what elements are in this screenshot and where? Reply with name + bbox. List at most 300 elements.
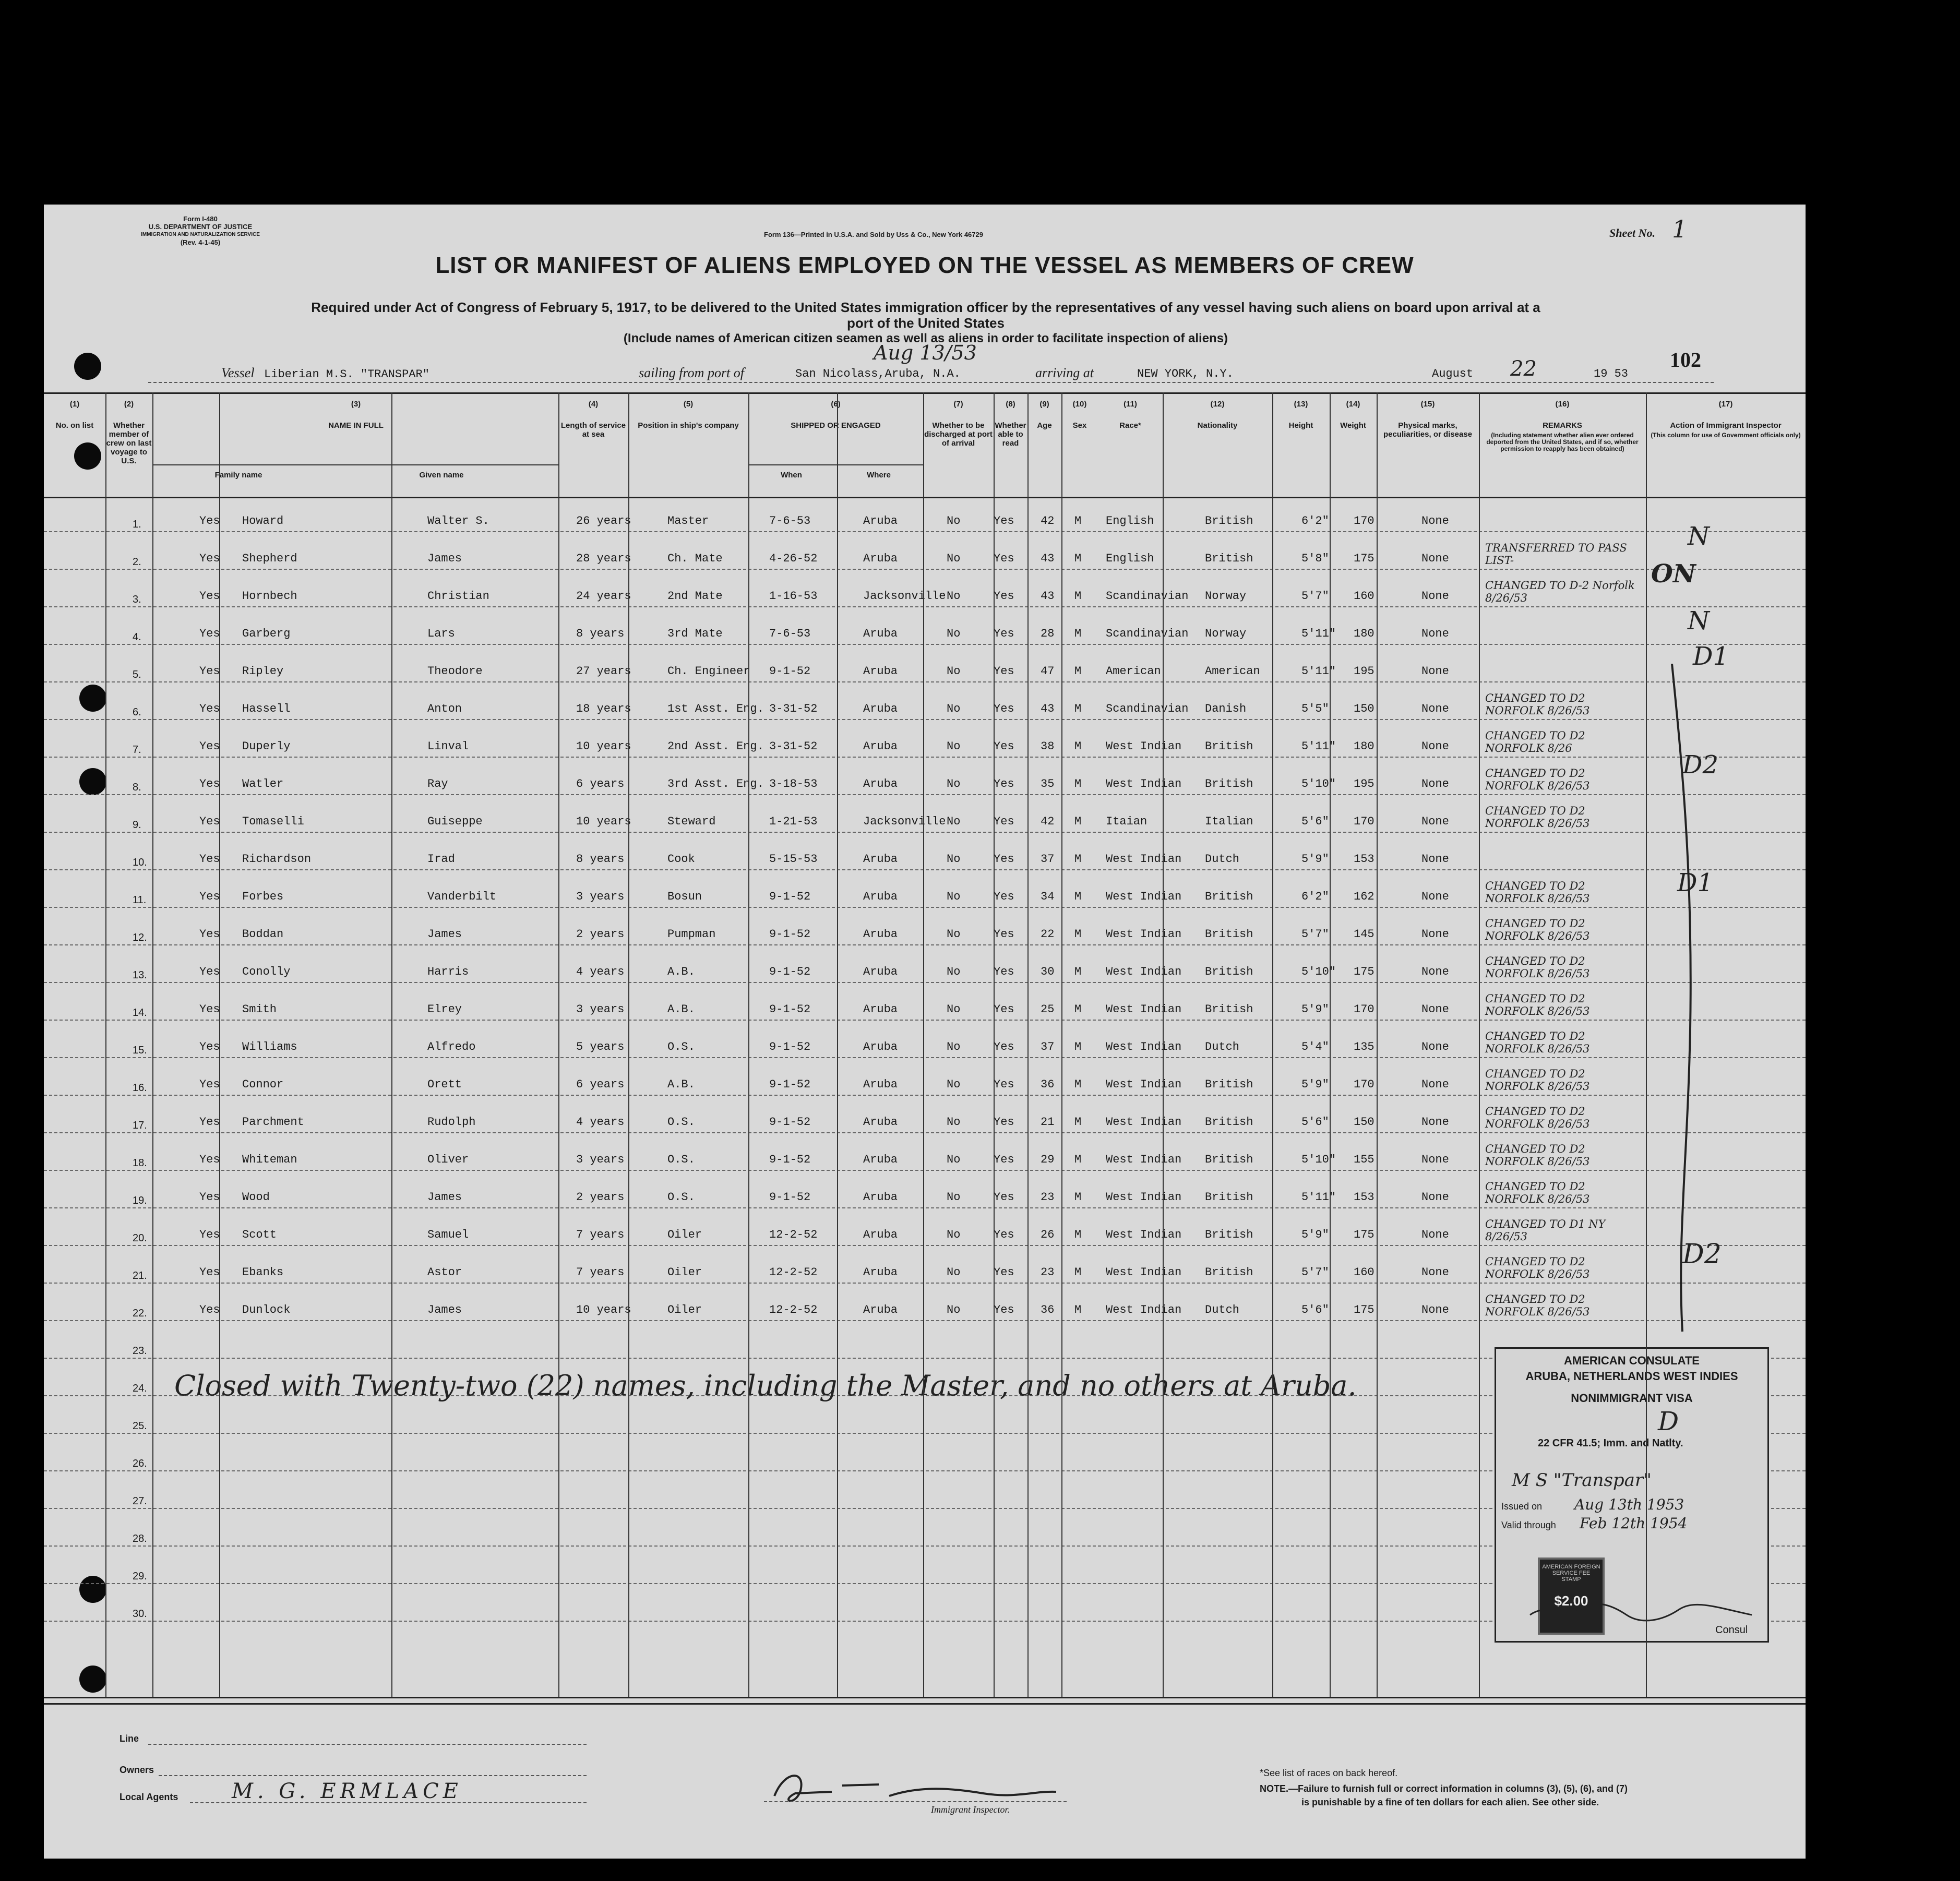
cell-length-of-service: 10 years	[576, 1303, 631, 1316]
cell-race: Itaian	[1106, 815, 1148, 828]
cell-shipped-when: 5-15-53	[769, 853, 818, 866]
column-subtitle: (This column for use of Government officials only)	[1651, 432, 1801, 439]
column-number: (10)	[1072, 400, 1087, 409]
cell-weight: 170	[1354, 815, 1375, 828]
table-column-divider	[1646, 392, 1647, 1697]
cell-age: 21	[1041, 1116, 1055, 1129]
cell-member: Yes	[199, 702, 220, 715]
cell-family-name: Connor	[242, 1078, 284, 1091]
column-number: (12)	[1210, 400, 1225, 409]
cell-shipped-when: 7-6-53	[769, 627, 811, 640]
manifest-subtitle	[117, 299, 1735, 346]
cell-length-of-service: 10 years	[576, 740, 631, 753]
manifest-title: LIST OR MANIFEST OF ALIENS EMPLOYED ON THE VESSEL AS MEMBERS OF CREW	[435, 253, 1414, 278]
cell-member: Yes	[199, 552, 220, 565]
cell-physical-marks: None	[1421, 590, 1449, 603]
cell-length-of-service: 7 years	[576, 1266, 625, 1279]
column-number: (8)	[1006, 400, 1015, 409]
action-bracket-mark	[1662, 664, 1714, 1342]
sheet-label: Sheet No.	[1609, 226, 1655, 239]
remark-entry: CHANGED TO D2 NORFOLK 8/26/53	[1485, 917, 1590, 942]
cell-shipped-when: 9-1-52	[769, 1078, 811, 1091]
cell-family-name: Ripley	[242, 665, 284, 678]
cell-member: Yes	[199, 1228, 220, 1241]
cell-sex: M	[1074, 1003, 1082, 1016]
cell-race: West Indian	[1106, 1078, 1182, 1091]
cell-discharged: No	[947, 552, 961, 565]
column-title: No. on list	[55, 421, 94, 430]
table-row	[44, 620, 1806, 657]
column-header-sex	[1061, 400, 1098, 430]
cell-shipped-when: 12-2-52	[769, 1303, 818, 1316]
column-title: Whether member of crew on last voyage to U.S.	[106, 421, 152, 465]
column-title: NAME IN FULL	[328, 421, 384, 430]
column-header-physical	[1377, 400, 1479, 439]
row-number: 13.	[133, 969, 147, 981]
cell-length-of-service: 10 years	[576, 815, 631, 828]
table-column-divider	[1027, 392, 1029, 1697]
column-header-action	[1646, 400, 1806, 439]
remark-entry: CHANGED TO D2 NORFOLK 8/26/53	[1485, 992, 1590, 1017]
fee-stamp-label: AMERICAN FOREIGN SERVICE FEE STAMP	[1542, 1564, 1600, 1583]
cell-length-of-service: 4 years	[576, 965, 625, 978]
row-number: 27.	[133, 1495, 147, 1507]
cell-shipped-when: 9-1-52	[769, 890, 811, 903]
column-header-position	[628, 400, 748, 430]
remark-entry: CHANGED TO D2 NORFOLK 8/26/53	[1485, 1293, 1590, 1318]
cell-weight: 175	[1354, 1303, 1375, 1316]
column-subheader-when: When	[781, 471, 802, 480]
cell-height: 5'7"	[1301, 1266, 1329, 1279]
cell-height: 5'11"	[1301, 1191, 1336, 1204]
column-header-read	[994, 400, 1027, 448]
cell-sex: M	[1074, 552, 1082, 565]
stamp-consulate-name: AMERICAN CONSULATE	[1564, 1354, 1700, 1367]
column-title: Length of service at sea	[560, 421, 626, 439]
cell-given-name: James	[427, 552, 462, 565]
column-number: (7)	[953, 400, 963, 409]
cell-length-of-service: 24 years	[576, 590, 631, 603]
cell-age: 36	[1041, 1078, 1055, 1091]
column-subheader-given: Given name	[419, 471, 464, 480]
cell-shipped-where: Jacksonville	[863, 590, 946, 603]
cell-height: 5'8"	[1301, 552, 1329, 565]
cell-nationality: British	[1205, 1266, 1253, 1279]
column-number: (14)	[1346, 400, 1360, 409]
column-number: (4)	[588, 400, 599, 409]
subtitle-line-3: (Include names of American citizen seamen as well as aliens in order to facilitate inspection of aliens)	[623, 331, 1228, 345]
cell-member: Yes	[199, 514, 220, 528]
action-mark-row-10: D1	[1677, 868, 1714, 897]
cell-member: Yes	[199, 740, 220, 753]
cell-nationality: British	[1205, 1153, 1253, 1166]
cell-physical-marks: None	[1421, 1228, 1449, 1241]
remark-entry: TRANSFERRED TO PASS LIST-	[1485, 542, 1627, 567]
table-column-divider	[391, 392, 392, 1697]
remark-entry: CHANGED TO D-2 Norfolk 8/26/53	[1485, 579, 1635, 604]
sheet-number: 1	[1672, 215, 1688, 243]
cell-position: Cook	[667, 853, 695, 866]
cell-position: 3rd Mate	[667, 627, 723, 640]
cell-race: West Indian	[1106, 1153, 1182, 1166]
cell-race: West Indian	[1106, 1191, 1182, 1204]
cell-age: 47	[1041, 665, 1055, 678]
table-column-divider	[923, 392, 924, 1697]
cell-age: 22	[1041, 928, 1055, 941]
inspector-signature	[764, 1765, 1067, 1812]
races-note: *See list of races on back hereof.	[1260, 1768, 1398, 1778]
cell-height: 6'2"	[1301, 514, 1329, 528]
cell-race: English	[1106, 514, 1154, 528]
cell-shipped-where: Aruba	[863, 777, 898, 790]
column-number: (5)	[683, 400, 694, 409]
remark-entry: CHANGED TO D2 NORFOLK 8/26/53	[1485, 955, 1590, 980]
cell-able-to-read: Yes	[994, 702, 1014, 715]
cell-given-name: Rudolph	[427, 1116, 476, 1129]
cell-shipped-where: Aruba	[863, 890, 898, 903]
cell-family-name: Garberg	[242, 627, 291, 640]
column-subtitle: (Including statement whether alien ever ordered deported from the United States, and if so, whether permission to reapply has been obtained)	[1486, 432, 1639, 452]
row-number: 3.	[133, 594, 141, 605]
column-header-race	[1098, 400, 1163, 430]
cell-sex: M	[1074, 1191, 1082, 1204]
cell-family-name: Boddan	[242, 928, 284, 941]
cell-member: Yes	[199, 1003, 220, 1016]
cell-age: 35	[1041, 777, 1055, 790]
cell-discharged: No	[947, 665, 961, 678]
column-title: Position in ship's company	[638, 421, 739, 430]
cell-member: Yes	[199, 1078, 220, 1091]
footer-line-label: Line	[119, 1733, 139, 1744]
cell-shipped-where: Aruba	[863, 514, 898, 528]
cell-nationality: Dutch	[1205, 1303, 1240, 1316]
cell-physical-marks: None	[1421, 552, 1449, 565]
cell-shipped-where: Jacksonville	[863, 815, 946, 828]
table-row	[44, 845, 1806, 883]
cell-sex: M	[1074, 890, 1082, 903]
remark-entry: CHANGED TO D2 NORFOLK 8/26/53	[1485, 1030, 1590, 1055]
row-number: 10.	[133, 857, 147, 868]
form-service: IMMIGRATION AND NATURALIZATION SERVICE	[141, 232, 260, 237]
table-column-divider	[1061, 392, 1062, 1697]
cell-physical-marks: None	[1421, 740, 1449, 753]
cell-able-to-read: Yes	[994, 627, 1014, 640]
cell-length-of-service: 7 years	[576, 1228, 625, 1241]
cell-weight: 175	[1354, 1228, 1375, 1241]
arrival-year: 19 53	[1594, 367, 1629, 380]
table-column-divider	[1330, 392, 1331, 1697]
row-number: 7.	[133, 744, 141, 756]
cell-family-name: Conolly	[242, 965, 291, 978]
column-header-discharged	[923, 400, 994, 448]
cell-shipped-where: Aruba	[863, 702, 898, 715]
column-header-name_in_full	[152, 400, 559, 430]
cell-age: 26	[1041, 1228, 1055, 1241]
column-title: REMARKS	[1543, 421, 1582, 430]
table-column-divider	[1479, 392, 1480, 1697]
cell-sex: M	[1074, 1228, 1082, 1241]
column-header-nationality	[1163, 400, 1272, 430]
cell-discharged: No	[947, 590, 961, 603]
cell-position: 1st Asst. Eng.	[667, 702, 764, 715]
row-number: 23.	[133, 1345, 147, 1357]
subtitle-line-1: Required under Act of Congress of February 5, 1917, to be delivered to the United States immigration officer by the representatives of any vessel having such aliens on board upon arrival at a	[311, 299, 1540, 315]
column-header-height	[1272, 400, 1330, 430]
cell-discharged: No	[947, 1153, 961, 1166]
cell-length-of-service: 3 years	[576, 1003, 625, 1016]
row-number: 16.	[133, 1082, 147, 1094]
cell-family-name: Watler	[242, 777, 284, 790]
cell-able-to-read: Yes	[994, 853, 1014, 866]
remark-entry: CHANGED TO D2 NORFOLK 8/26/53	[1485, 805, 1590, 830]
cell-shipped-when: 9-1-52	[769, 1040, 811, 1053]
cell-position: Pumpman	[667, 928, 716, 941]
remark-entry: CHANGED TO D2 NORFOLK 8/26/53	[1485, 880, 1590, 905]
cell-shipped-when: 9-1-52	[769, 965, 811, 978]
cell-shipped-where: Aruba	[863, 1078, 898, 1091]
cell-shipped-when: 3-18-53	[769, 777, 818, 790]
column-number: (6)	[831, 400, 841, 409]
cell-physical-marks: None	[1421, 1078, 1449, 1091]
cell-given-name: Samuel	[427, 1228, 469, 1241]
remark-entry: CHANGED TO D2 NORFOLK 8/26/53	[1485, 1255, 1590, 1280]
cell-nationality: Norway	[1205, 590, 1247, 603]
action-mark-row-4: D1	[1693, 642, 1729, 671]
cell-shipped-where: Aruba	[863, 1003, 898, 1016]
cell-discharged: No	[947, 777, 961, 790]
cell-height: 5'9"	[1301, 1228, 1329, 1241]
action-mark-row-1: N	[1688, 522, 1710, 551]
cell-length-of-service: 28 years	[576, 552, 631, 565]
cell-family-name: Williams	[242, 1040, 297, 1053]
cell-sex: M	[1074, 514, 1082, 528]
cell-sex: M	[1074, 1153, 1082, 1166]
cell-discharged: No	[947, 514, 961, 528]
stamp-issued-label: Issued on	[1501, 1501, 1543, 1512]
cell-position: 2nd Asst. Eng.	[667, 740, 764, 753]
cell-height: 5'9"	[1301, 853, 1329, 866]
row-number: 18.	[133, 1157, 147, 1169]
cell-shipped-when: 9-1-52	[769, 1153, 811, 1166]
cell-nationality: Norway	[1205, 627, 1247, 640]
cell-able-to-read: Yes	[994, 1040, 1014, 1053]
cell-able-to-read: Yes	[994, 665, 1014, 678]
cell-discharged: No	[947, 1228, 961, 1241]
form-identifier	[122, 215, 279, 246]
row-number: 20.	[133, 1232, 147, 1244]
cell-age: 34	[1041, 890, 1055, 903]
cell-weight: 160	[1354, 1266, 1375, 1279]
cell-position: Oiler	[667, 1266, 702, 1279]
arrival-month: August	[1432, 367, 1474, 380]
cell-shipped-when: 9-1-52	[769, 928, 811, 941]
cell-given-name: Elrey	[427, 1003, 462, 1016]
cell-sex: M	[1074, 590, 1082, 603]
manifest-page	[44, 205, 1806, 1859]
column-number: (13)	[1294, 400, 1308, 409]
row-number: 26.	[133, 1458, 147, 1469]
cell-shipped-when: 12-2-52	[769, 1228, 818, 1241]
cell-physical-marks: None	[1421, 1153, 1449, 1166]
row-number: 11.	[133, 894, 147, 906]
column-title: Whether able to read	[995, 421, 1026, 448]
cell-position: A.B.	[667, 965, 695, 978]
cell-weight: 170	[1354, 514, 1375, 528]
cell-family-name: Hassell	[242, 702, 291, 715]
cell-given-name: Anton	[427, 702, 462, 715]
cell-given-name: Ray	[427, 777, 448, 790]
form-revision: (Rev. 4-1-45)	[180, 238, 221, 246]
cell-physical-marks: None	[1421, 1191, 1449, 1204]
form-department: U.S. DEPARTMENT OF JUSTICE	[148, 223, 253, 231]
remark-entry: CHANGED TO D1 NY 8/26/53	[1485, 1218, 1606, 1243]
column-title: SHIPPED OR ENGAGED	[791, 421, 881, 430]
cell-given-name: Harris	[427, 965, 469, 978]
cell-able-to-read: Yes	[994, 1303, 1014, 1316]
cell-nationality: American	[1205, 665, 1260, 678]
cell-nationality: British	[1205, 965, 1253, 978]
remark-entry: CHANGED TO D2 NORFOLK 8/26/53	[1485, 1180, 1590, 1205]
cell-weight: 175	[1354, 552, 1375, 565]
cell-height: 5'5"	[1301, 702, 1329, 715]
cell-sex: M	[1074, 1266, 1082, 1279]
stamp-issued-date: Aug 13th 1953	[1574, 1496, 1684, 1513]
row-number: 21.	[133, 1270, 147, 1281]
row-number: 22.	[133, 1308, 147, 1319]
stamp-visa-type: NONIMMIGRANT VISA	[1571, 1392, 1693, 1405]
arriving-label: arriving at	[1035, 365, 1094, 380]
cell-shipped-where: Aruba	[863, 853, 898, 866]
cell-able-to-read: Yes	[994, 1153, 1014, 1166]
cell-weight: 145	[1354, 928, 1375, 941]
cell-member: Yes	[199, 627, 220, 640]
cell-sex: M	[1074, 1040, 1082, 1053]
cell-discharged: No	[947, 1078, 961, 1091]
cell-discharged: No	[947, 890, 961, 903]
sailing-label: sailing from port of	[639, 365, 745, 380]
cell-shipped-where: Aruba	[863, 665, 898, 678]
remark-entry: CHANGED TO D2 NORFOLK 8/26/53	[1485, 1105, 1590, 1130]
cell-given-name: Irad	[427, 853, 455, 866]
cell-position: Ch. Engineer	[667, 665, 750, 678]
cell-height: 5'6"	[1301, 1303, 1329, 1316]
cell-physical-marks: None	[1421, 853, 1449, 866]
stamp-consulate-location: ARUBA, NETHERLANDS WEST INDIES	[1525, 1370, 1738, 1383]
column-header-no	[44, 400, 105, 430]
table-column-divider	[1163, 392, 1164, 1697]
cell-sex: M	[1074, 702, 1082, 715]
cell-shipped-where: Aruba	[863, 1116, 898, 1129]
cell-race: West Indian	[1106, 1040, 1182, 1053]
cell-nationality: Dutch	[1205, 853, 1240, 866]
column-subheader-where: Where	[867, 471, 891, 480]
row-number: 8.	[133, 782, 141, 793]
cell-discharged: No	[947, 1303, 961, 1316]
cell-length-of-service: 18 years	[576, 702, 631, 715]
cell-shipped-where: Aruba	[863, 1191, 898, 1204]
cell-given-name: Astor	[427, 1266, 462, 1279]
cell-age: 38	[1041, 740, 1055, 753]
row-number: 14.	[133, 1007, 147, 1019]
cell-nationality: British	[1205, 928, 1253, 941]
page-number: 102	[1670, 348, 1701, 372]
cell-nationality: British	[1205, 1228, 1253, 1241]
cell-length-of-service: 6 years	[576, 777, 625, 790]
cell-position: Oiler	[667, 1228, 702, 1241]
table-column-divider	[558, 392, 559, 1697]
cell-given-name: James	[427, 1303, 462, 1316]
cell-age: 42	[1041, 514, 1055, 528]
table-row	[44, 657, 1806, 695]
cell-weight: 155	[1354, 1153, 1375, 1166]
column-title: Height	[1288, 421, 1313, 430]
stamp-cfr: 22 CFR 41.5; Imm. and Natlty.	[1538, 1437, 1683, 1449]
cell-physical-marks: None	[1421, 1040, 1449, 1053]
cell-height: 5'9"	[1301, 1078, 1329, 1091]
cell-length-of-service: 2 years	[576, 928, 625, 941]
cell-age: 43	[1041, 702, 1055, 715]
action-mark-row-2: ON	[1651, 559, 1696, 589]
cell-shipped-where: Aruba	[863, 1153, 898, 1166]
cell-sex: M	[1074, 815, 1082, 828]
column-header-age	[1027, 400, 1061, 430]
cell-discharged: No	[947, 627, 961, 640]
column-subheader-family: Family name	[214, 471, 262, 480]
cell-physical-marks: None	[1421, 1003, 1449, 1016]
cell-length-of-service: 3 years	[576, 1153, 625, 1166]
cell-race: West Indian	[1106, 928, 1182, 941]
cell-shipped-when: 4-26-52	[769, 552, 818, 565]
cell-given-name: Lars	[427, 627, 455, 640]
consulate-visa-stamp	[1495, 1347, 1769, 1643]
cell-weight: 135	[1354, 1040, 1375, 1053]
vessel-label: Vessel	[221, 365, 255, 380]
cell-family-name: Smith	[242, 1003, 277, 1016]
cell-given-name: James	[427, 928, 462, 941]
column-number: (9)	[1039, 400, 1049, 409]
cell-family-name: Hornbech	[242, 590, 297, 603]
cell-height: 5'4"	[1301, 1040, 1329, 1053]
cell-weight: 153	[1354, 853, 1375, 866]
cell-able-to-read: Yes	[994, 1266, 1014, 1279]
cell-sex: M	[1074, 965, 1082, 978]
cell-physical-marks: None	[1421, 1303, 1449, 1316]
column-header-shipped	[748, 400, 923, 430]
cell-height: 5'11"	[1301, 665, 1336, 678]
cell-race: English	[1106, 552, 1154, 565]
cell-position: O.S.	[667, 1040, 695, 1053]
closing-statement: Closed with Twenty-two (22) names, including the Master, and no others at Aruba.	[174, 1369, 1357, 1402]
cell-age: 37	[1041, 1040, 1055, 1053]
cell-member: Yes	[199, 665, 220, 678]
cell-nationality: British	[1205, 1078, 1253, 1091]
cell-shipped-where: Aruba	[863, 552, 898, 565]
row-number: 4.	[133, 631, 141, 643]
footer-agents-label: Local Agents	[119, 1792, 178, 1802]
cell-weight: 162	[1354, 890, 1375, 903]
cell-age: 42	[1041, 815, 1055, 828]
footer-divider	[44, 1703, 1806, 1705]
cell-age: 23	[1041, 1266, 1055, 1279]
remark-entry: CHANGED TO D2 NORFOLK 8/26/53	[1485, 1143, 1590, 1168]
cell-weight: 170	[1354, 1003, 1375, 1016]
cell-member: Yes	[199, 1040, 220, 1053]
column-header-member	[105, 400, 152, 465]
cell-sex: M	[1074, 740, 1082, 753]
cell-nationality: British	[1205, 514, 1253, 528]
cell-shipped-when: 1-16-53	[769, 590, 818, 603]
column-title: Whether to be discharged at port of arrival	[924, 421, 993, 448]
